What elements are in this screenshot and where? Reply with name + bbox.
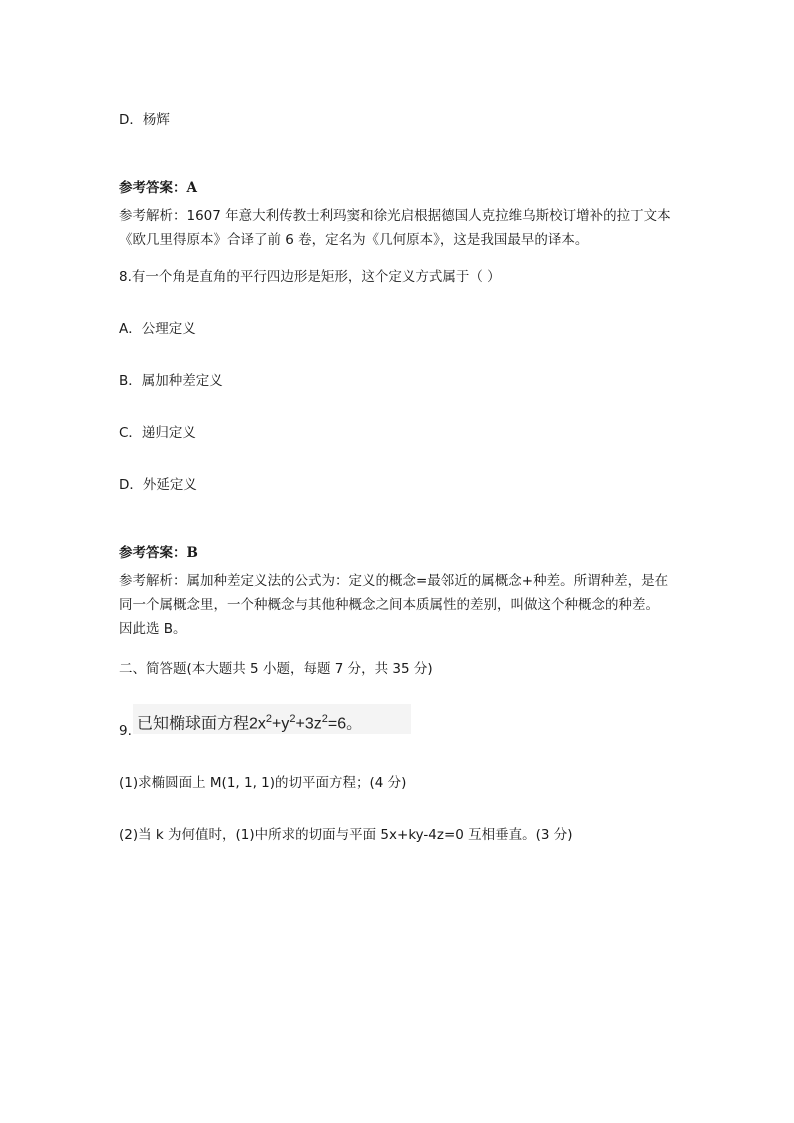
q8-option-a: A．公理定义 [119, 321, 196, 337]
q8-answer: 参考答案：B [119, 545, 198, 561]
q8-option-d: D．外延定义 [119, 477, 197, 493]
q7-analysis: 参考解析：1607 年意大利传教士利玛窦和徐光启根据德国人克拉维乌斯校订增补的拉丁文本《欧几里得原本》合译了前 6 卷，定名为《几何原本》，这是我国最早的译本。 [119, 208, 671, 248]
q7-answer: 参考答案：A [119, 180, 197, 196]
q7-option-d: D．杨辉 [119, 112, 170, 128]
q9-equation: 已知椭球面方程$2x^2+y^2+3z^2=6$。 [133, 704, 411, 734]
q8-question: 8.有一个角是直角的平行四边形是矩形，这个定义方式属于（ ） [119, 269, 501, 285]
q9-part2: (2)当 k 为何值时，(1)中所求的切面与平面 5x+ky-4z=0 互相垂直。(3 分) [119, 827, 573, 843]
q9-part1: (1)求椭圆面上 M(1, 1, 1)的切平面方程；(4 分) [119, 775, 407, 791]
q8-analysis: 参考解析：属加种差定义法的公式为：定义的概念=最邻近的属概念+种差。所谓种差，是在同一个属概念里，一个种概念与其他种概念之间本质属性的差别，叫做这个种概念的种差。因此选 B。 [119, 573, 669, 637]
q8-option-b: B．属加种差定义 [119, 373, 223, 389]
q9-number: 9. [119, 723, 132, 739]
section-heading: 二、简答题(本大题共 5 小题，每题 7 分，共 35 分) [119, 661, 433, 677]
q8-option-c: C．递归定义 [119, 425, 196, 441]
